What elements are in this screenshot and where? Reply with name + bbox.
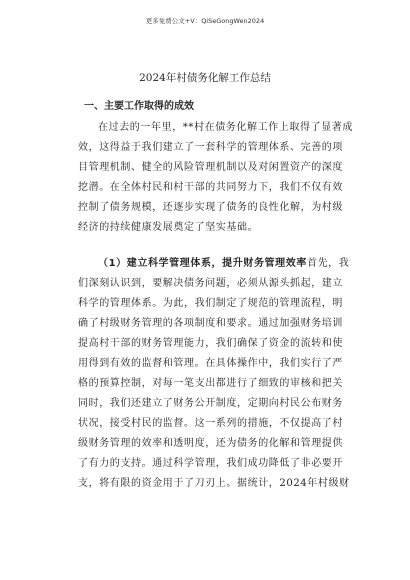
paragraph-line: 们深刻认识到，要解决债务问题，必须从源头抓起，建立 [78, 278, 343, 289]
paragraph-line: 在过去的一年里，**村在债务化解工作上取得了显著成 [98, 122, 353, 133]
paragraph-line: 了有力的支持。通过科学管理，我们成功降低了非必要开 [78, 458, 343, 469]
paragraph-lead-line [78, 254, 350, 274]
paragraph-line: 状况，接受村民的监督。这一系列的措施，不仅提高了村 [78, 418, 343, 429]
paragraph-line: 效，这得益于我们建立了一套科学的管理体系、完善的项 [78, 142, 343, 153]
paragraph-lead-text: 首先，我 [306, 258, 350, 269]
paragraph-line: 同时，我们还建立了财务公开制度，定期向村民公布财务 [78, 398, 343, 409]
header-note: 更多免费公文+V：QiSeGongWen2024 [145, 17, 265, 25]
paragraph-line: 用得到有效的监督和管理。在具体操作中，我们实行了严 [78, 358, 343, 369]
paragraph-line: 确了村级财务管理的各项制度和要求。通过加强财务培训 [78, 318, 343, 329]
paragraph-line: 提高村干部的财务管理能力，我们确保了资金的流转和使 [78, 338, 343, 349]
paragraph-1 [78, 118, 353, 238]
section-heading: 一、主要工作取得的成效 [84, 101, 194, 112]
paragraph-line: 目管理机制、健全的风险管理机制以及对闲置资产的深度 [78, 162, 343, 173]
paragraph-line: 控制了债务规模，还逐步实现了债务的良性化解，为村级 [78, 202, 343, 213]
paragraph-2 [78, 254, 350, 494]
paragraph-line: 级财务管理的效率和透明度，还为债务的化解和管理提供 [78, 438, 343, 449]
paragraph-line: 支，将有限的资金用于了刀刃上。据统计，2024年村级财 [78, 478, 350, 489]
paragraph-line: 科学的管理体系。为此，我们制定了规范的管理流程，明 [78, 298, 343, 309]
document-title: 2024年村债务化解工作总结 [139, 72, 271, 84]
paragraph-lead-heading: （1）建立科学管理体系，提升财务管理效率 [98, 258, 307, 269]
paragraph-line: 格的预算控制，对每一笔支出都进行了细致的审核和把关 [78, 378, 343, 389]
paragraph-line: 经济的持续健康发展奠定了坚实基础。 [78, 222, 259, 233]
paragraph-line: 挖潜。在全体村民和村干部的共同努力下，我们不仅有效 [78, 182, 343, 193]
